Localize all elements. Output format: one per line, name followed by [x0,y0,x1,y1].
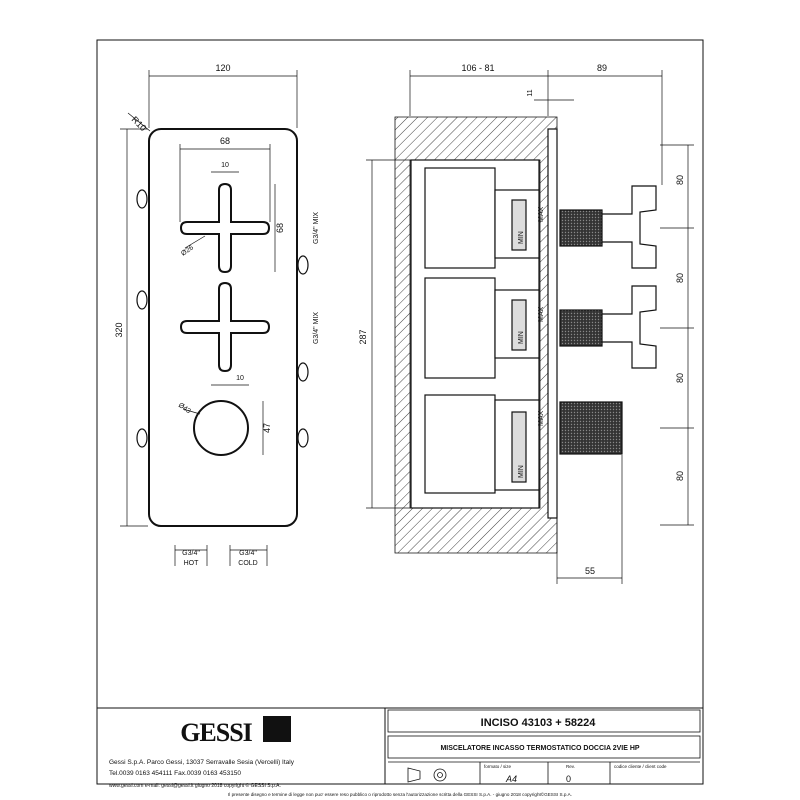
cold-label: COLD [238,560,258,567]
plate-dim: 11 [527,89,534,97]
rev-header: Rev. [566,764,575,769]
gessi-logo-square [263,716,291,742]
web-line: www.gessi.com e-mail: gessi@gessi.it giugno 2018 copyright © GESSI S.p.A. [109,783,281,789]
min-label-1: MIN [518,231,525,244]
max-label-3: MAX [538,410,545,426]
projection-symbol-icon [408,768,446,782]
bottom-dim: 55 [584,566,596,576]
spacing-dim-2: 80 [675,272,685,284]
protrusion-dim: 89 [596,63,608,73]
phone-line: Tel.0039 0163 454111 Fax.0039 0163 453150 [109,770,242,777]
max-label-2: MAX [538,306,545,322]
rev-value: 0 [566,774,572,784]
format-value: A4 [506,774,518,784]
cold-port: G3/4" [239,550,257,557]
knob-dia-dim: Ø43 [176,401,192,416]
cross-handle-middle-icon [181,283,269,371]
front-view [114,63,320,567]
handle-spacing-dim: 68 [219,136,231,146]
handle-height-dim: 68 [275,222,285,234]
gessi-logo: GESSI [180,718,252,747]
company-line: Gessi S.p.A. Parco Gessi, 13037 Serravalle Sesia (Vercelli) Italy [109,759,294,766]
mix-port-2: G3/4" MIX [313,311,320,345]
handle-spoke-dim: 10 [221,162,229,169]
hot-label: HOT [183,560,199,567]
disclaimer: Il presente disegno e termine di legge non puo' essere reso pubblico o riprodotto senza l'autorizzazione scritta della GESSI S.p.A. - giugno 2018 copyright©GESSI S.p.A. [228,792,572,797]
radius-label: R10 [129,114,149,134]
front-dimension-lines [120,70,297,566]
cross-handle-top-icon [181,184,269,272]
side-handles [560,186,656,454]
spacing-dim-1: 80 [675,174,685,186]
product-description: MISCELATORE INCASSO TERMOSTATICO DOCCIA 2VIE HP [440,745,640,752]
client-code-header: codice cliente / client code [614,764,667,769]
spacing-dim-3: 80 [675,372,685,384]
thermostat-knob-icon [194,401,248,455]
knob-spoke-dim: 10 [236,375,244,382]
hot-port: G3/4" [182,550,200,557]
min-label-3: MIN [518,465,525,478]
height-dim: 320 [114,322,124,338]
width-dim: 120 [215,63,231,73]
mix-port-1: G3/4" MIX [313,211,320,245]
handle-dia-dim: Ø26 [180,244,195,258]
side-view [358,63,694,584]
cover-plate-edge [548,129,557,518]
max-label-1: MAX [538,206,545,222]
product-name: INCISO 43103 + 58224 [480,717,596,729]
side-height-dim: 287 [358,329,368,345]
min-label-2: MIN [518,331,525,344]
format-header: formato / size [484,764,512,769]
depth-dim: 106 - 81 [461,63,495,73]
spacing-dim-4: 80 [675,470,685,482]
knob-height-dim: 47 [262,422,272,434]
